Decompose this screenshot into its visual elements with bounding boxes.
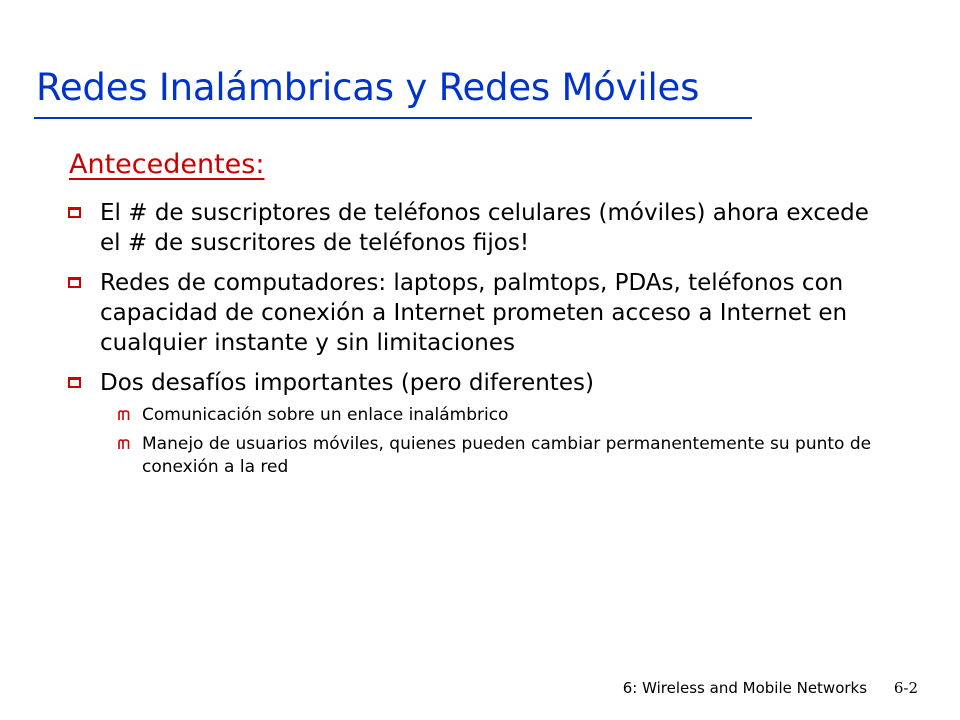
m-bullet-icon <box>118 410 130 421</box>
sub-bullet-list <box>100 404 888 479</box>
bullet-text: Redes de computadores: laptops, palmtops, PDAs, teléfonos con capacidad de conexión a Internet prometen acceso a Internet en cualquier instante y sin limitaciones <box>100 270 848 356</box>
sub-bullet-item <box>100 404 888 427</box>
footer-course-label: 6: Wireless and Mobile Networks <box>622 679 868 697</box>
m-bullet-icon <box>118 439 130 450</box>
bullet-item <box>68 368 888 479</box>
bullet-item <box>68 268 888 358</box>
bullet-list <box>68 198 888 489</box>
sub-bullet-text: Manejo de usuarios móviles, quienes pueden cambiar permanentemente su punto de conexión a la red <box>142 434 872 477</box>
bullet-item <box>68 198 888 258</box>
square-bullet-icon <box>68 277 81 288</box>
page-number: 6-2 <box>893 679 918 697</box>
bullet-text: Dos desafíos importantes (pero diferentes) <box>100 370 594 396</box>
slide-footer <box>623 678 918 698</box>
square-bullet-icon <box>68 207 81 218</box>
slide-title: Redes Inalámbricas y Redes Móviles <box>36 66 700 109</box>
title-underline <box>34 117 752 119</box>
sub-bullet-text: Comunicación sobre un enlace inalámbrico <box>142 405 509 425</box>
bullet-text: El # de suscriptores de teléfonos celulares (móviles) ahora excede el # de suscritores de teléfonos fijos! <box>100 200 869 256</box>
square-bullet-icon <box>68 377 81 388</box>
section-heading: Antecedentes: <box>69 149 265 180</box>
sub-bullet-item <box>100 433 888 479</box>
